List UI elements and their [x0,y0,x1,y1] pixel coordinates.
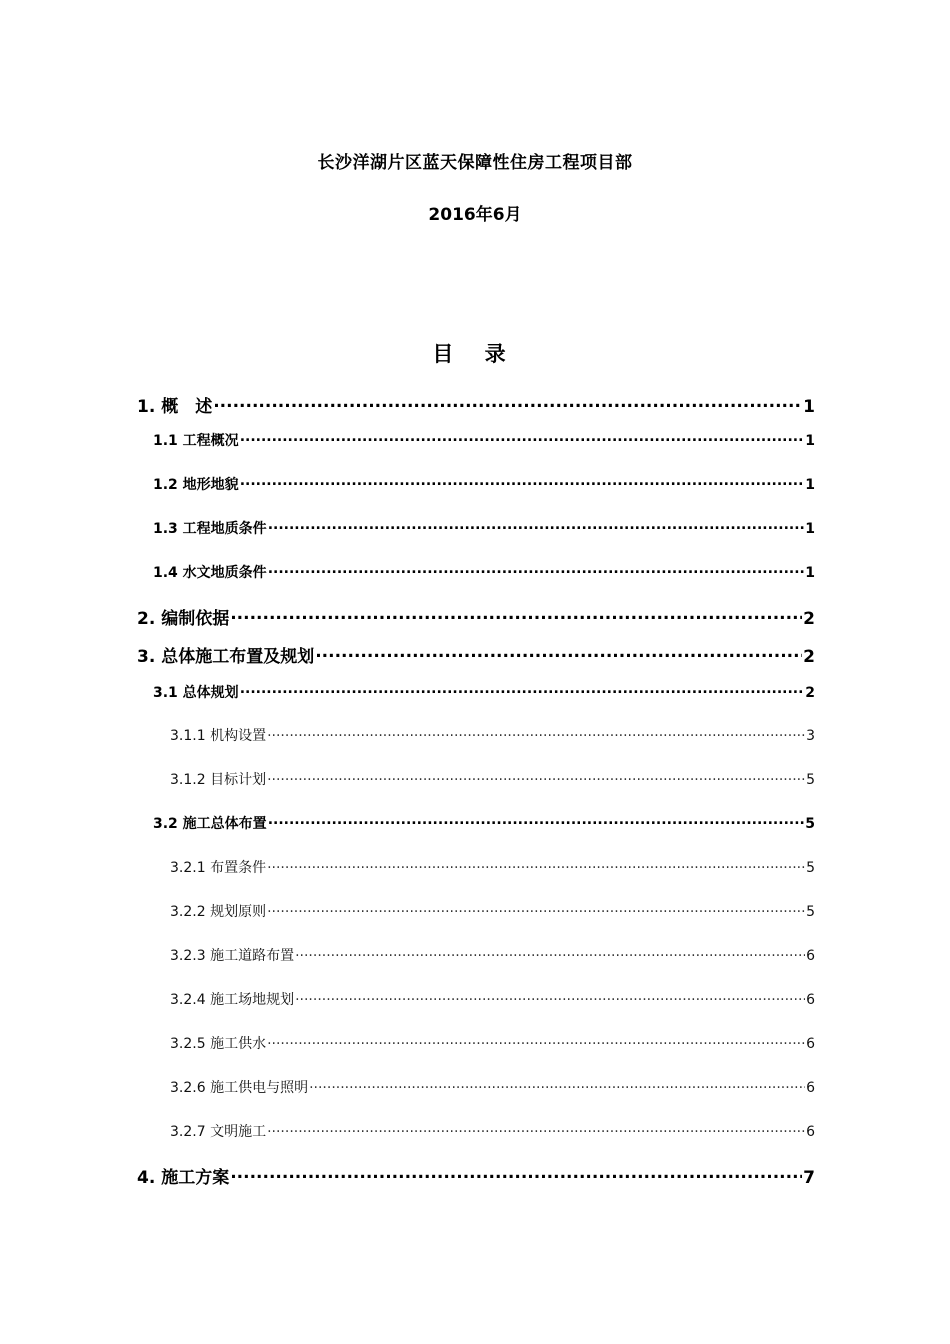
toc-leader [267,726,805,740]
toc-entry-page: 6 [806,992,815,1008]
toc-entry-page: 1 [805,477,815,493]
toc-entry-page: 5 [806,860,815,876]
toc-entry-label: 3.1 总体规划 [153,685,239,701]
toc-entry-label: 3.2.1 布置条件 [170,860,267,876]
toc-leader [267,902,805,916]
toc-entry-label: 4. 施工方案 [137,1168,230,1188]
toc-entry-page: 6 [806,948,815,964]
toc-entry-page: 3 [806,728,815,744]
toc-entry-label: 1.2 地形地貌 [153,477,239,493]
toc-entry-page: 2 [805,685,815,701]
toc-entry-label: 2. 编制依据 [137,609,230,629]
toc-entry-page: 1 [805,521,815,537]
toc-title: 目 录 [432,342,518,366]
toc-entry-label: 3.2.4 施工场地规划 [170,992,295,1008]
toc-entry[interactable] [137,1163,815,1188]
toc-entry-page: 6 [806,1036,815,1052]
toc-entry-page: 5 [806,904,815,920]
toc-entry[interactable] [137,642,815,667]
toc-entry[interactable] [170,901,815,921]
toc-entry-label: 3.2.5 施工供水 [170,1036,267,1052]
toc-leader [267,1122,805,1136]
toc-entry-page: 5 [805,816,815,832]
toc-entry[interactable] [170,857,815,877]
toc-leader [315,645,802,662]
toc-entry-page: 6 [806,1124,815,1140]
document-date: 2016年6月 [428,205,522,225]
toc-entry-label: 1.3 工程地质条件 [153,521,267,537]
toc-entry-label: 1.4 水文地质条件 [153,565,267,581]
toc-leader [240,475,805,489]
toc-leader [240,431,805,445]
toc-entry-label: 3.2.6 施工供电与照明 [170,1080,309,1096]
toc-entry[interactable] [170,989,815,1009]
toc-entry[interactable] [170,1121,815,1141]
toc-entry[interactable] [170,1033,815,1053]
toc-entry-page: 5 [806,772,815,788]
toc-entry[interactable] [153,813,815,833]
toc-entry[interactable] [137,604,815,629]
toc-entry-page: 6 [806,1080,815,1096]
toc-leader [267,770,805,784]
toc-entry-page: 1 [803,397,815,417]
toc-entry-label: 1.1 工程概况 [153,433,239,449]
toc-entry[interactable] [153,562,815,582]
toc-entry-label: 3.2.7 文明施工 [170,1124,267,1140]
toc-leader [267,1034,805,1048]
toc-entry-label: 3.2 施工总体布置 [153,816,267,832]
toc-entry[interactable] [153,474,815,494]
toc-entry[interactable] [170,945,815,965]
toc-entry[interactable] [137,392,815,417]
toc-entry-page: 2 [803,609,815,629]
toc-leader [295,946,805,960]
toc-leader [295,990,805,1004]
toc-entry-page: 2 [803,647,815,667]
toc-entry-label: 1. 概 述 [137,397,213,417]
toc-entry-label: 3.1.2 目标计划 [170,772,267,788]
toc-leader [240,683,805,697]
toc-leader [230,607,802,624]
toc-leader [267,858,805,872]
toc-entry[interactable] [153,518,815,538]
toc-leader [309,1078,805,1092]
toc-entry[interactable] [153,682,815,702]
toc-leader [230,1166,802,1183]
toc-entry-label: 3.2.3 施工道路布置 [170,948,295,964]
toc-leader [213,395,802,412]
toc-leader [268,519,805,533]
toc-entry-page: 7 [803,1168,815,1188]
toc-entry-label: 3. 总体施工布置及规划 [137,647,315,667]
organization-name: 长沙洋湖片区蓝天保障性住房工程项目部 [317,153,633,173]
toc-entry[interactable] [170,1077,815,1097]
toc-leader [268,814,805,828]
toc-entry-page: 1 [805,433,815,449]
toc-leader [268,563,805,577]
toc-entry[interactable] [170,769,815,789]
toc-entry[interactable] [170,725,815,745]
toc-entry-label: 3.1.1 机构设置 [170,728,267,744]
toc-entry-label: 3.2.2 规划原则 [170,904,267,920]
toc-entry-page: 1 [805,565,815,581]
toc-entry[interactable] [153,430,815,450]
